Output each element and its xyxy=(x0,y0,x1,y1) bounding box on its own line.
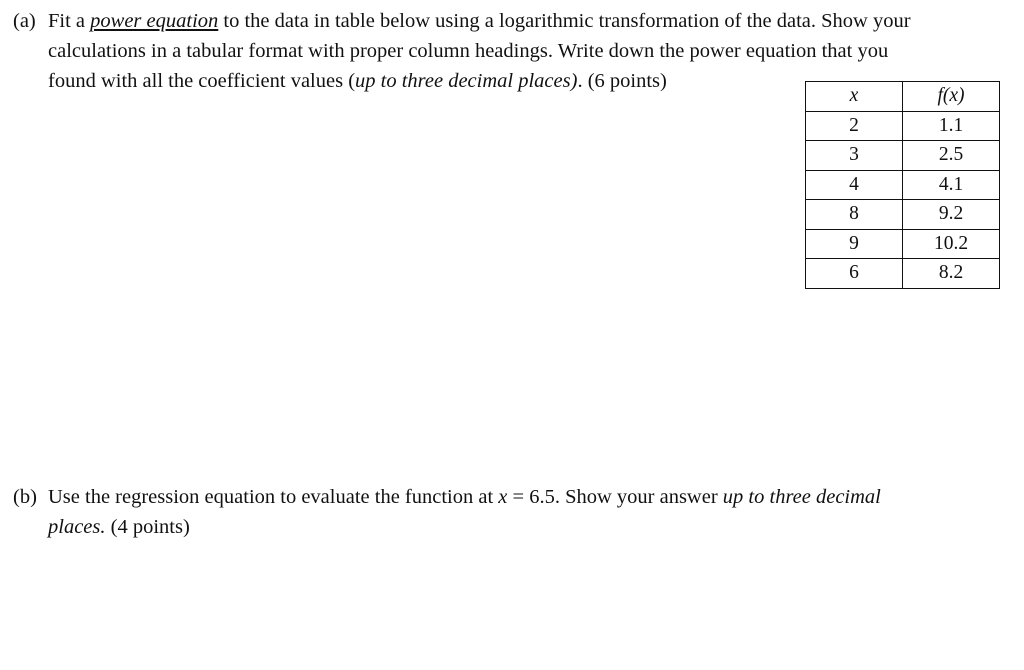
precision-note: up to three decimal places) xyxy=(355,70,578,92)
question-a-line-2: calculations in a tabular format with proper column headings. Write down the power equation that you xyxy=(48,40,889,62)
cell-fx: 10.2 xyxy=(903,229,1000,259)
table-row xyxy=(806,111,1000,141)
table-row xyxy=(806,141,1000,171)
question-b-points: (4 points) xyxy=(105,516,190,538)
cell-x: 4 xyxy=(806,170,903,200)
precision-note: up to three decimal xyxy=(722,486,881,508)
question-a-text: found with all the coefficient values ( xyxy=(48,70,356,92)
cell-fx: 1.1 xyxy=(903,111,1000,141)
cell-x: 6 xyxy=(806,259,903,289)
data-table xyxy=(805,81,1000,289)
table-row xyxy=(806,170,1000,200)
power-equation-term: power equation xyxy=(90,10,219,32)
question-b xyxy=(13,482,1013,542)
cell-fx: 9.2 xyxy=(903,200,1000,230)
variable-x: x xyxy=(498,486,508,508)
precision-note: places. xyxy=(48,516,106,538)
question-b-marker: (b) xyxy=(13,486,37,508)
header-x: x xyxy=(806,82,903,112)
question-b-line-1 xyxy=(13,482,1013,512)
question-b-line-2 xyxy=(13,512,1013,542)
question-a-text: Fit a xyxy=(48,10,91,32)
cell-fx: 8.2 xyxy=(903,259,1000,289)
question-a-line-1 xyxy=(13,6,1013,36)
table-row xyxy=(806,259,1000,289)
question-a-points: . (6 points) xyxy=(577,70,667,92)
table-row xyxy=(806,200,1000,230)
question-a-marker: (a) xyxy=(13,10,36,32)
cell-fx: 2.5 xyxy=(903,141,1000,171)
header-fx: f(x) xyxy=(903,82,1000,112)
cell-x: 2 xyxy=(806,111,903,141)
question-b-text: Use the regression equation to evaluate the function at xyxy=(48,486,499,508)
cell-x: 9 xyxy=(806,229,903,259)
table-header-row xyxy=(806,82,1000,112)
question-b-text: = 6.5. Show your answer xyxy=(507,486,723,508)
question-a-text: to the data in table below using a logarithmic transformation of the data. Show your xyxy=(218,10,911,32)
cell-x: 3 xyxy=(806,141,903,171)
table-row xyxy=(806,229,1000,259)
cell-x: 8 xyxy=(806,200,903,230)
cell-fx: 4.1 xyxy=(903,170,1000,200)
